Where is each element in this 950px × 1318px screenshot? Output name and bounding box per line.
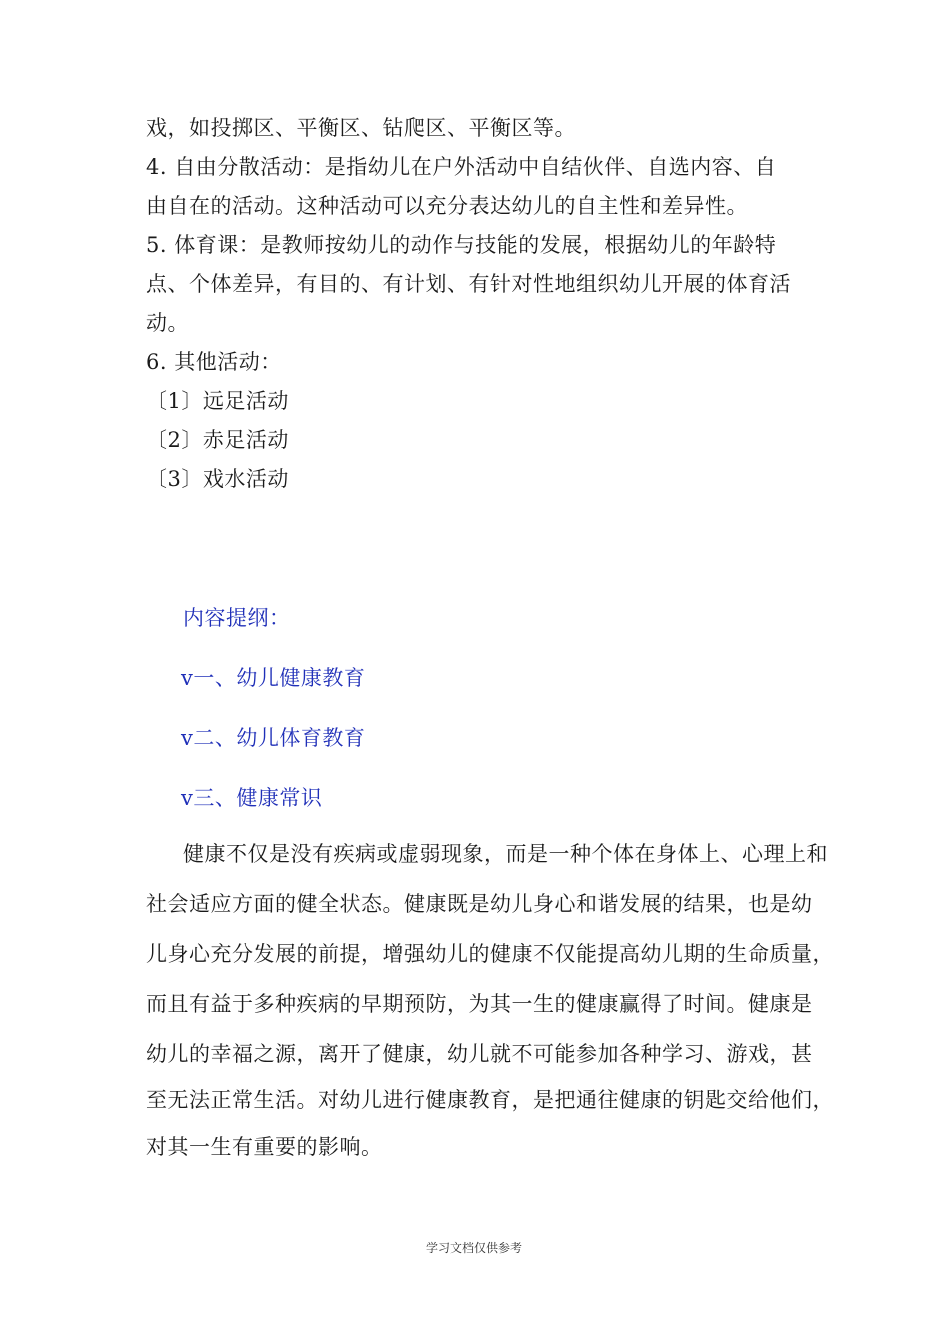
- list-item-5-line-3: 动。: [146, 311, 189, 335]
- outline-item-3: v三、健康常识: [181, 786, 323, 810]
- paragraph-line-4: 而且有益于多种疾病的早期预防，为其一生的健康赢得了时间。健康是: [146, 992, 813, 1016]
- paragraph-line-3: 儿身心充分发展的前提，增强幼儿的健康不仅能提高幼儿期的生命质量，: [146, 942, 834, 966]
- outline-heading: 内容提纲：: [183, 606, 291, 630]
- outline-item-1: v一、幼儿健康教育: [181, 666, 366, 690]
- list-item-4-line-1: 4. 自由分散活动：是指幼儿在户外活动中自结伙伴、自选内容、自: [146, 155, 777, 179]
- paragraph-line-6: 至无法正常生活。对幼儿进行健康教育，是把通往健康的钥匙交给他们，: [146, 1088, 834, 1112]
- list-item-5-line-2: 点、个体差异，有目的、有计划、有针对性地组织幼儿开展的体育活: [146, 272, 791, 296]
- sub-item-2: 〔2〕赤足活动: [146, 428, 289, 452]
- paragraph-line-1: 健康不仅是没有疾病或虚弱现象，而是一种个体在身体上、心理上和: [183, 842, 828, 866]
- paragraph-line-7: 对其一生有重要的影响。: [146, 1135, 383, 1159]
- paragraph-line-2: 社会适应方面的健全状态。健康既是幼儿身心和谐发展的结果，也是幼: [146, 892, 813, 916]
- paragraph-line-5: 幼儿的幸福之源，离开了健康，幼儿就不可能参加各种学习、游戏，甚: [146, 1042, 813, 1066]
- list-item-5-line-1: 5. 体育课：是教师按幼儿的动作与技能的发展，根据幼儿的年龄特: [146, 233, 777, 257]
- page-footer: 学习文档仅供参考: [426, 1241, 523, 1255]
- sub-item-3: 〔3〕戏水活动: [146, 467, 289, 491]
- list-continuation: 戏，如投掷区、平衡区、钻爬区、平衡区等。: [146, 116, 576, 140]
- outline-item-2: v二、幼儿体育教育: [181, 726, 366, 750]
- list-item-6: 6. 其他活动：: [146, 350, 282, 374]
- sub-item-1: 〔1〕远足活动: [146, 389, 289, 413]
- list-item-4-line-2: 由自在的活动。这种活动可以充分表达幼儿的自主性和差异性。: [146, 194, 748, 218]
